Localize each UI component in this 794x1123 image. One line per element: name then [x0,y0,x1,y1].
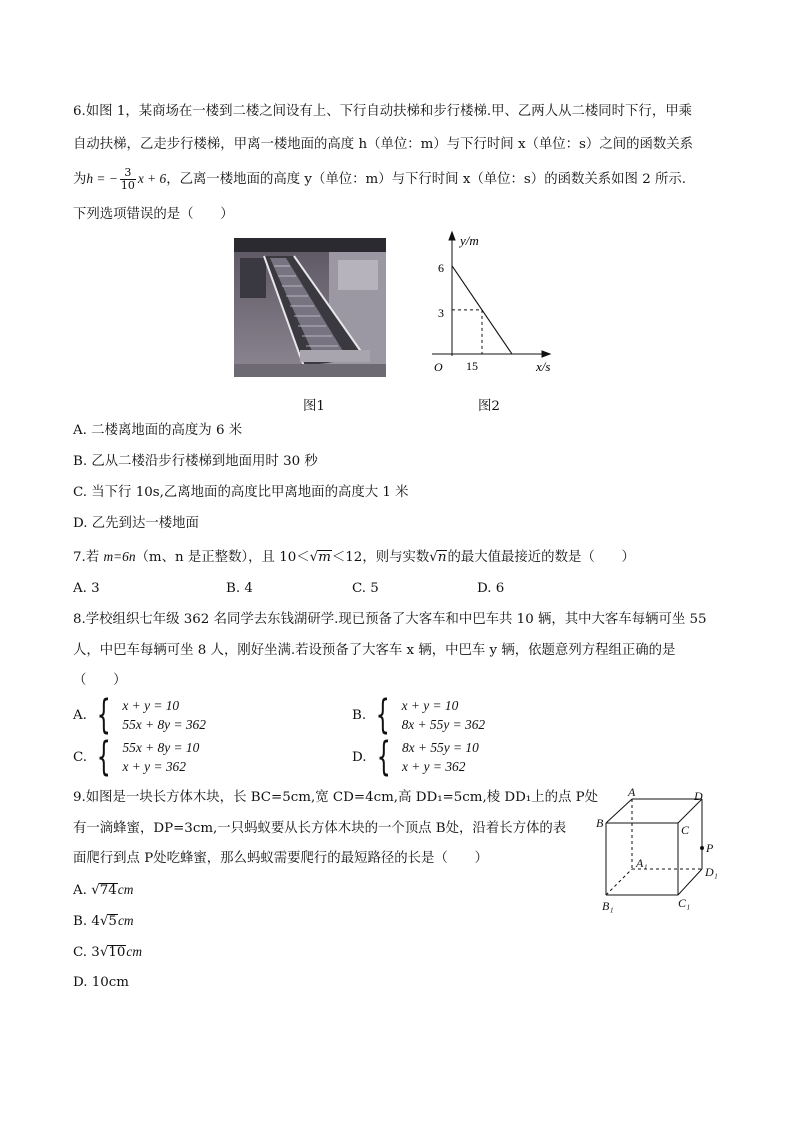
figure-1-caption: 图1 [303,399,325,414]
brace-icon: { [376,734,391,780]
sqrt-sign-icon: √ [429,550,438,565]
y-axis-arrow [449,232,455,240]
q8-option-d-label: D. [352,749,367,765]
q8-option-d [352,734,479,780]
q8-line-2: 人，中巴车每辆可坐 8 人，刚好坐满.若设预备了大客车 x 辆，中巴车 y 辆，依题意列方程组正确的是 [73,643,676,658]
q8-a-eq2: 55x + 8y = 362 [122,717,206,732]
q8-a-eq1: x + y = 10 [122,698,180,713]
q8-b-eq1: x + y = 10 [401,698,459,713]
label-a: A [628,785,636,799]
label-a1: A₁ [636,856,648,870]
y-axis-label: y/m [460,233,479,248]
label-d1: D₁ [705,865,718,879]
sqrt-sign-icon: √ [99,914,109,929]
cuboid-diagram [590,783,730,916]
q9-option-c [73,942,142,963]
q6-line-1: 6.如图 1，某商场在一楼到二楼之间设有上、下行自动扶梯和步行楼梯.甲、乙两人从二楼同时下行，甲乘 [73,104,692,119]
x-tick-15: 15 [466,359,478,373]
q9-option-a [73,880,133,901]
q6-line3-prefix: 为 [73,172,87,187]
q7-option-a: A. 3 [73,581,100,596]
q7-prefix: 7.若 [73,550,104,565]
q7-mid: （m、n 是正整数），且 10＜ [135,550,310,565]
q9-c-radicand: 10 [108,945,126,960]
label-d: D [694,789,703,803]
q6-fraction [120,167,136,192]
q6-formula-right: x + 6 [137,171,167,186]
q6-line-2: 自动扶梯，乙走步行楼梯，甲离一楼地面的高度 h（单位：m）与下行时间 x（单位：s）之间的函数关系 [73,137,694,152]
q9-b-unit: cm [117,913,134,928]
q6-option-c: C. 当下行 10s,乙离地面的高度比甲离地面的高度大 1 米 [73,485,409,500]
sqrt-sign-icon: √ [91,883,100,898]
brace-icon: { [96,734,111,780]
q9-b-prefix: B. 4 [73,914,100,929]
figure-2-caption: 图2 [478,399,500,414]
q7-condition: m=6n [103,549,136,564]
q7-option-d: D. 6 [477,581,505,596]
escalator-photo [234,238,386,377]
q9-a-unit: cm [117,882,134,897]
sqrt-sign-icon: √ [309,550,319,565]
q9-option-b [73,911,134,932]
brace-icon: { [96,692,111,738]
q8-option-a-label: A. [73,707,87,723]
q6-line3-suffix: ，乙离一楼地面的高度 y（单位：m）与下行时间 x（单位：s）的函数关系如图 2 所示. [166,172,687,187]
y-tick-6: 6 [438,261,444,275]
q8-line-3: （ ） [73,673,127,688]
x-axis-arrow [542,351,550,357]
x-axis-label: x/s [536,359,551,374]
q7-option-b: B. 4 [226,581,253,596]
q9-line-2: 有一滴蜂蜜，DP=3cm,一只蚂蚁要从长方体木块的一个顶点 B处，沿着长方体的表 [73,821,567,836]
q8-d-eq1: 8x + 55y = 10 [401,740,479,755]
y-tick-3: 3 [438,306,444,320]
q9-option-d: D. 10cm [73,975,130,990]
label-b: B [596,816,604,830]
q8-line-1: 8.学校组织七年级 362 名同学去东钱湖研学.现已预备了大客车和中巴车共 10 辆，其中大客车每辆可坐 55 [73,612,707,627]
q9-b-radicand: 5 [108,914,117,929]
brace-icon: { [375,692,390,738]
origin-label: O [434,360,443,374]
sqrt-sign-icon: √ [99,945,109,960]
q9-a-radicand: 74 [99,883,117,898]
q7-sqrt-n: n [437,550,447,565]
point-p [700,846,704,850]
q9-line-3: 面爬行到点 P处吃蜂蜜，那么蚂蚁需要爬行的最短路径的长是（ ） [73,851,488,866]
function-graph [420,226,570,386]
q8-b-eq2: 8x + 55y = 362 [401,717,486,732]
q8-option-c [73,734,200,780]
label-b1: B₁ [602,899,614,913]
q9-line-1: 9.如图是一块长方体木块，长 BC=5cm,宽 CD=4cm,高 DD₁=5cm,棱 DD₁上的点 P处 [73,790,599,805]
q7-stem [73,546,635,569]
q8-option-a [73,692,206,738]
q9-c-prefix: C. 3 [73,945,100,960]
label-c: C [681,823,690,837]
q8-option-b [352,692,486,738]
q6-line-4: 下列选项错误的是（ ） [73,207,234,222]
q7-sqrt-m: m [318,550,331,565]
q9-c-unit: cm [126,944,143,959]
q6-formula-left: h = − [86,171,118,186]
q7-mid2: ＜12，则与实数 [331,550,430,565]
label-c1: C₁ [678,896,691,910]
q7-option-c: C. 5 [352,581,379,596]
q8-c-eq2: x + y = 362 [122,759,186,774]
q6-option-a: A. 二楼离地面的高度为 6 米 [73,423,243,438]
q8-option-c-label: C. [73,749,88,765]
q8-d-eq2: x + y = 362 [401,759,466,774]
label-p: P [706,841,714,855]
q8-c-eq1: 55x + 8y = 10 [122,740,200,755]
q6-frac-num: 3 [120,167,136,180]
q6-line-3 [73,166,686,193]
q7-suffix: 的最大值最接近的数是（ ） [447,550,635,565]
q9-a-prefix: A. [73,883,92,898]
q6-frac-den: 10 [120,179,135,192]
q8-option-b-label: B. [352,707,367,723]
q6-option-b: B. 乙从二楼沿步行楼梯到地面用时 30 秒 [73,454,318,469]
q6-option-d: D. 乙先到达一楼地面 [73,516,199,531]
